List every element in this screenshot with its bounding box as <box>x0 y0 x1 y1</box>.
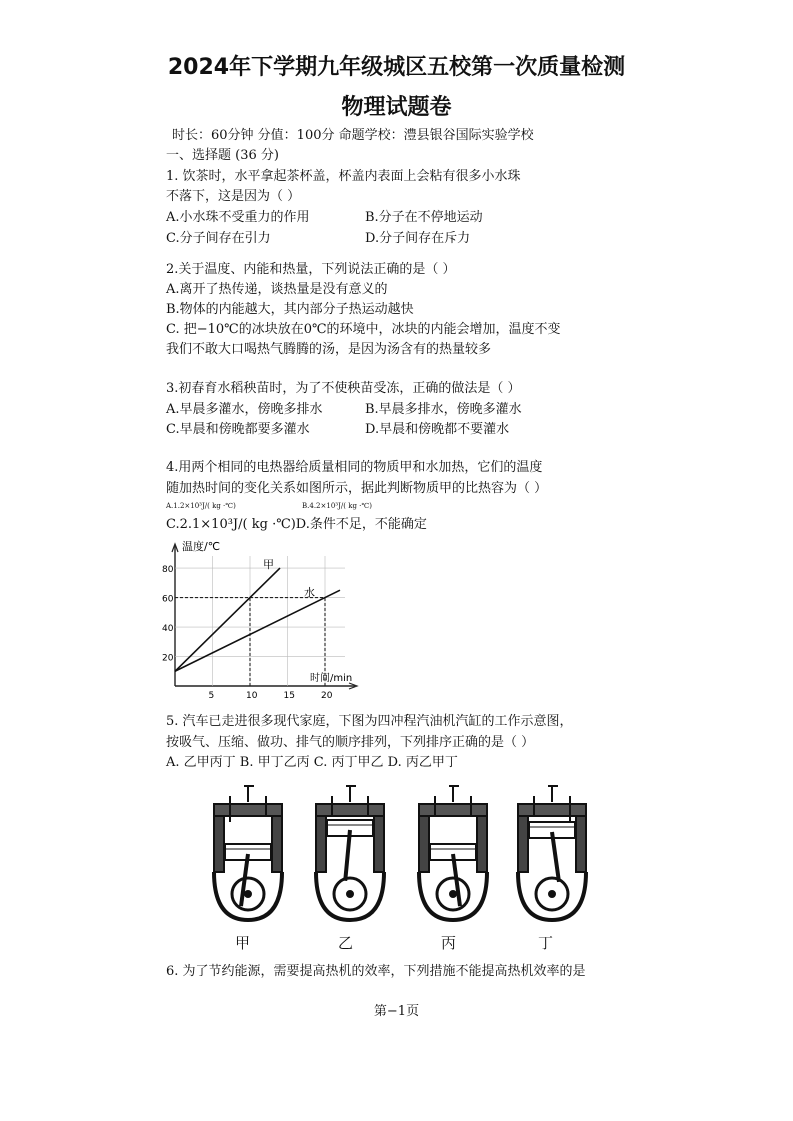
x-tick-label: 5 <box>208 691 215 701</box>
engine-diagram-3 <box>413 782 493 927</box>
q3-option-a: A.早晨多灌水，傍晚多排水 <box>166 402 323 417</box>
y-tick-label: 20 <box>162 653 174 664</box>
exam-subtitle: 物理试题卷 <box>341 95 452 120</box>
temperature-time-chart <box>160 536 370 706</box>
q4-option-cd: C.2.1×10³J/( kg ·℃)D.条件不足，不能确定 <box>166 517 427 532</box>
q5-stem-line2: 按吸气、压缩、做功、排气的顺序排列，下列排序正确的是（ ） <box>166 735 535 750</box>
engine-diagram-1 <box>208 782 288 927</box>
engine-diagram-4 <box>512 782 592 927</box>
q3-stem: 3.初春育水稻秧苗时，为了不使秧苗受冻，正确的做法是（ ） <box>166 381 521 396</box>
engine-label-yi: 乙 <box>338 934 354 952</box>
q1-option-b: B.分子在不停地运动 <box>365 210 483 225</box>
q3-option-d: D.早晨和傍晚都不要灌水 <box>365 422 510 437</box>
q4-option-b: B.4.2×10³J/( kg ·℃) <box>302 502 372 510</box>
q2-option-d: 我们不敢大口喝热气腾腾的汤，是因为汤含有的热量较多 <box>166 342 492 357</box>
q3-option-b: B.早晨多排水，傍晚多灌水 <box>365 402 522 417</box>
series-line-water <box>175 590 340 671</box>
q1-stem-line1: 1. 饮茶时，水平拿起茶杯盖，杯盖内表面上会粘有很多小水珠 <box>166 169 521 184</box>
series-label-water: 水 <box>304 586 315 599</box>
q1-stem-line2: 不落下，这是因为（ ） <box>166 189 301 204</box>
q2-stem: 2.关于温度、内能和热量，下列说法正确的是（ ） <box>166 262 456 277</box>
x-axis-label: 时间/min <box>310 673 353 684</box>
y-tick-label: 80 <box>162 565 174 576</box>
q2-option-a: A.离开了热传递，谈热量是没有意义的 <box>166 282 388 297</box>
q1-option-c: C.分子间存在引力 <box>166 231 271 246</box>
section-heading: 一、选择题 (36 分) <box>166 148 279 163</box>
y-tick-label: 60 <box>162 594 174 605</box>
engine-label-ding: 丁 <box>538 934 554 952</box>
engine-diagram-2 <box>310 782 390 927</box>
exam-title: 2024年下学期九年级城区五校第一次质量检测 <box>167 55 626 80</box>
engine-label-jia: 甲 <box>235 934 251 952</box>
q5-stem-line1: 5. 汽车已走进很多现代家庭，下图为四冲程汽油机汽缸的工作示意图， <box>166 714 573 729</box>
x-tick-label: 20 <box>321 691 333 701</box>
q1-option-d: D.分子间存在斥力 <box>365 231 471 246</box>
q4-option-a: A.1.2×10³J/( kg ·℃) <box>166 502 236 510</box>
q2-option-c: C. 把−10℃的冰块放在0℃的环境中，冰块的内能会增加，温度不变 <box>166 322 561 337</box>
q4-stem-line2: 随加热时间的变化关系如图所示，据此判断物质甲的比热容为（ ） <box>166 481 548 496</box>
engine-label-bing: 丙 <box>441 934 457 952</box>
y-axis-label: 温度/℃ <box>182 540 221 553</box>
q4-stem-line1: 4.用两个相同的电热器给质量相同的物质甲和水加热，它们的温度 <box>166 460 543 475</box>
q5-options: A. 乙甲丙丁 B. 甲丁乙丙 C. 丙丁甲乙 D. 丙乙甲丁 <box>166 755 458 770</box>
y-tick-label: 40 <box>162 624 174 635</box>
series-label-jia: 甲 <box>263 558 274 571</box>
page-number: 第−1页 <box>373 1004 420 1019</box>
q6-stem: 6. 为了节约能源，需要提高热机的效率，下列措施不能提高热机效率的是 <box>166 964 586 979</box>
q1-option-a: A.小水珠不受重力的作用 <box>166 210 310 225</box>
exam-info: 时长：60分钟 分值：100分 命题学校：澧县银谷国际实验学校 <box>172 128 534 143</box>
series-line-jia <box>175 568 280 671</box>
q2-option-b: B.物体的内能越大，其内部分子热运动越快 <box>166 302 414 317</box>
q3-option-c: C.早晨和傍晚都要多灌水 <box>166 422 310 437</box>
x-tick-label: 15 <box>283 691 295 701</box>
x-tick-label: 10 <box>246 691 258 701</box>
